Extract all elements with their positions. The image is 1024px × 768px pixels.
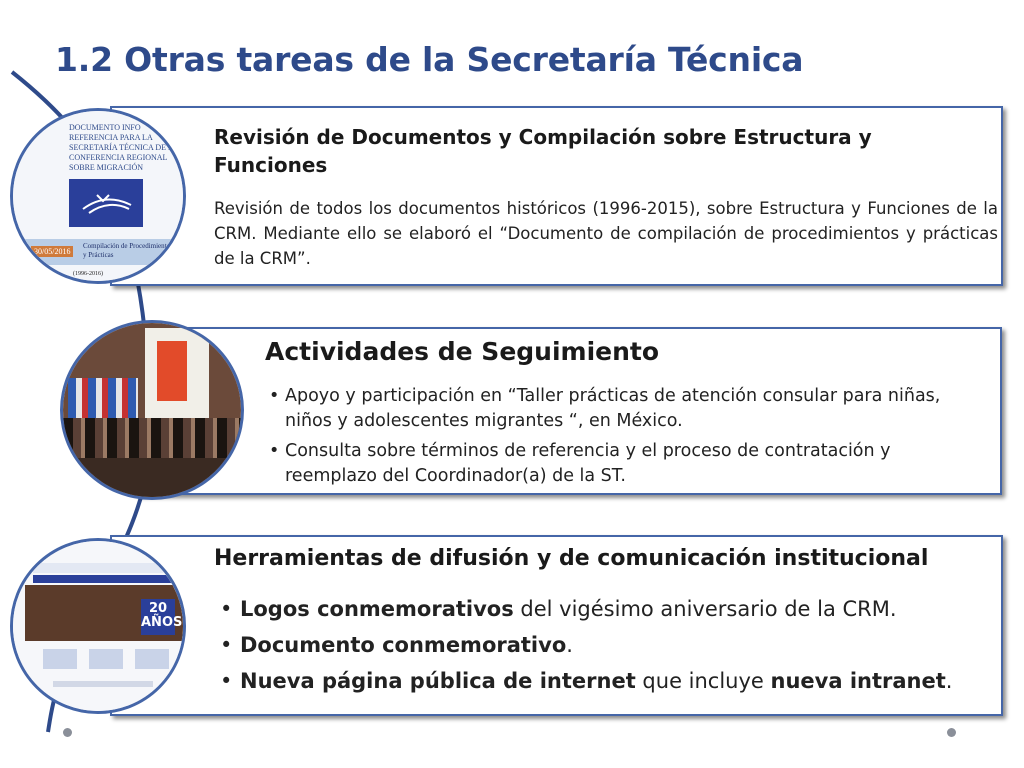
list-item: • Logos conmemorativos del vigésimo aniversario de la CRM.: [216, 591, 952, 627]
slide-dot-left: [63, 728, 72, 737]
website-screenshot-image: [10, 538, 186, 714]
card-communication-tools: [110, 535, 1003, 716]
document-cover-text: DOCUMENTO INFO REFERENCIA PARA LA SECRETARÍA TÉCNICA DE LA CONFERENCIA REGIONAL SOBRE MIGRACIÓN: [69, 123, 179, 172]
slide-dot-right: [947, 728, 956, 737]
card-document-review: [110, 106, 1003, 286]
list-item: • Nueva página pública de internet que incluye nueva intranet.: [216, 663, 952, 699]
card-follow-up-activities: [135, 327, 1002, 495]
card-document-review-body: Revisión de todos los documentos históricos (1996-2015), sobre Estructura y Funciones de la CRM. Mediante ello se elaboró el “Documento de compilación de procedimientos y prácticas de la CRM”.: [214, 199, 998, 268]
crm-logo-icon: [69, 179, 143, 227]
list-item: • Consulta sobre términos de referencia y el proceso de contratación y reemplazo del Coordinador(a) de la ST.: [267, 439, 987, 489]
flags-icon: [68, 378, 138, 418]
card-communication-list: [216, 591, 952, 699]
document-subtitle: Compilación de Procedimientos y Prácticas: [83, 242, 173, 259]
document-date: 30/05/2016: [31, 246, 73, 257]
document-cover-image: [10, 108, 186, 284]
anniversary-badge: 20 AÑOS: [141, 599, 175, 635]
list-item: • Apoyo y participación en “Taller prácticas de atención consular para niñas, niños y adolescentes migrantes “, en México.: [267, 384, 987, 434]
card-communication-heading: Herramientas de difusión y de comunicación institucional: [214, 546, 929, 571]
list-item: • Documento conmemorativo.: [216, 627, 952, 663]
meeting-photo: [60, 320, 244, 500]
card-document-review-heading: Revisión de Documentos y Compilación sobre Estructura y Funciones: [214, 125, 872, 177]
document-years: (1996-2016): [73, 271, 103, 277]
card-follow-up-list: [267, 384, 987, 494]
poster-icon: [157, 341, 187, 401]
card-follow-up-heading: Actividades de Seguimiento: [265, 337, 660, 366]
page-title: 1.2 Otras tareas de la Secretaría Técnica: [55, 40, 804, 79]
